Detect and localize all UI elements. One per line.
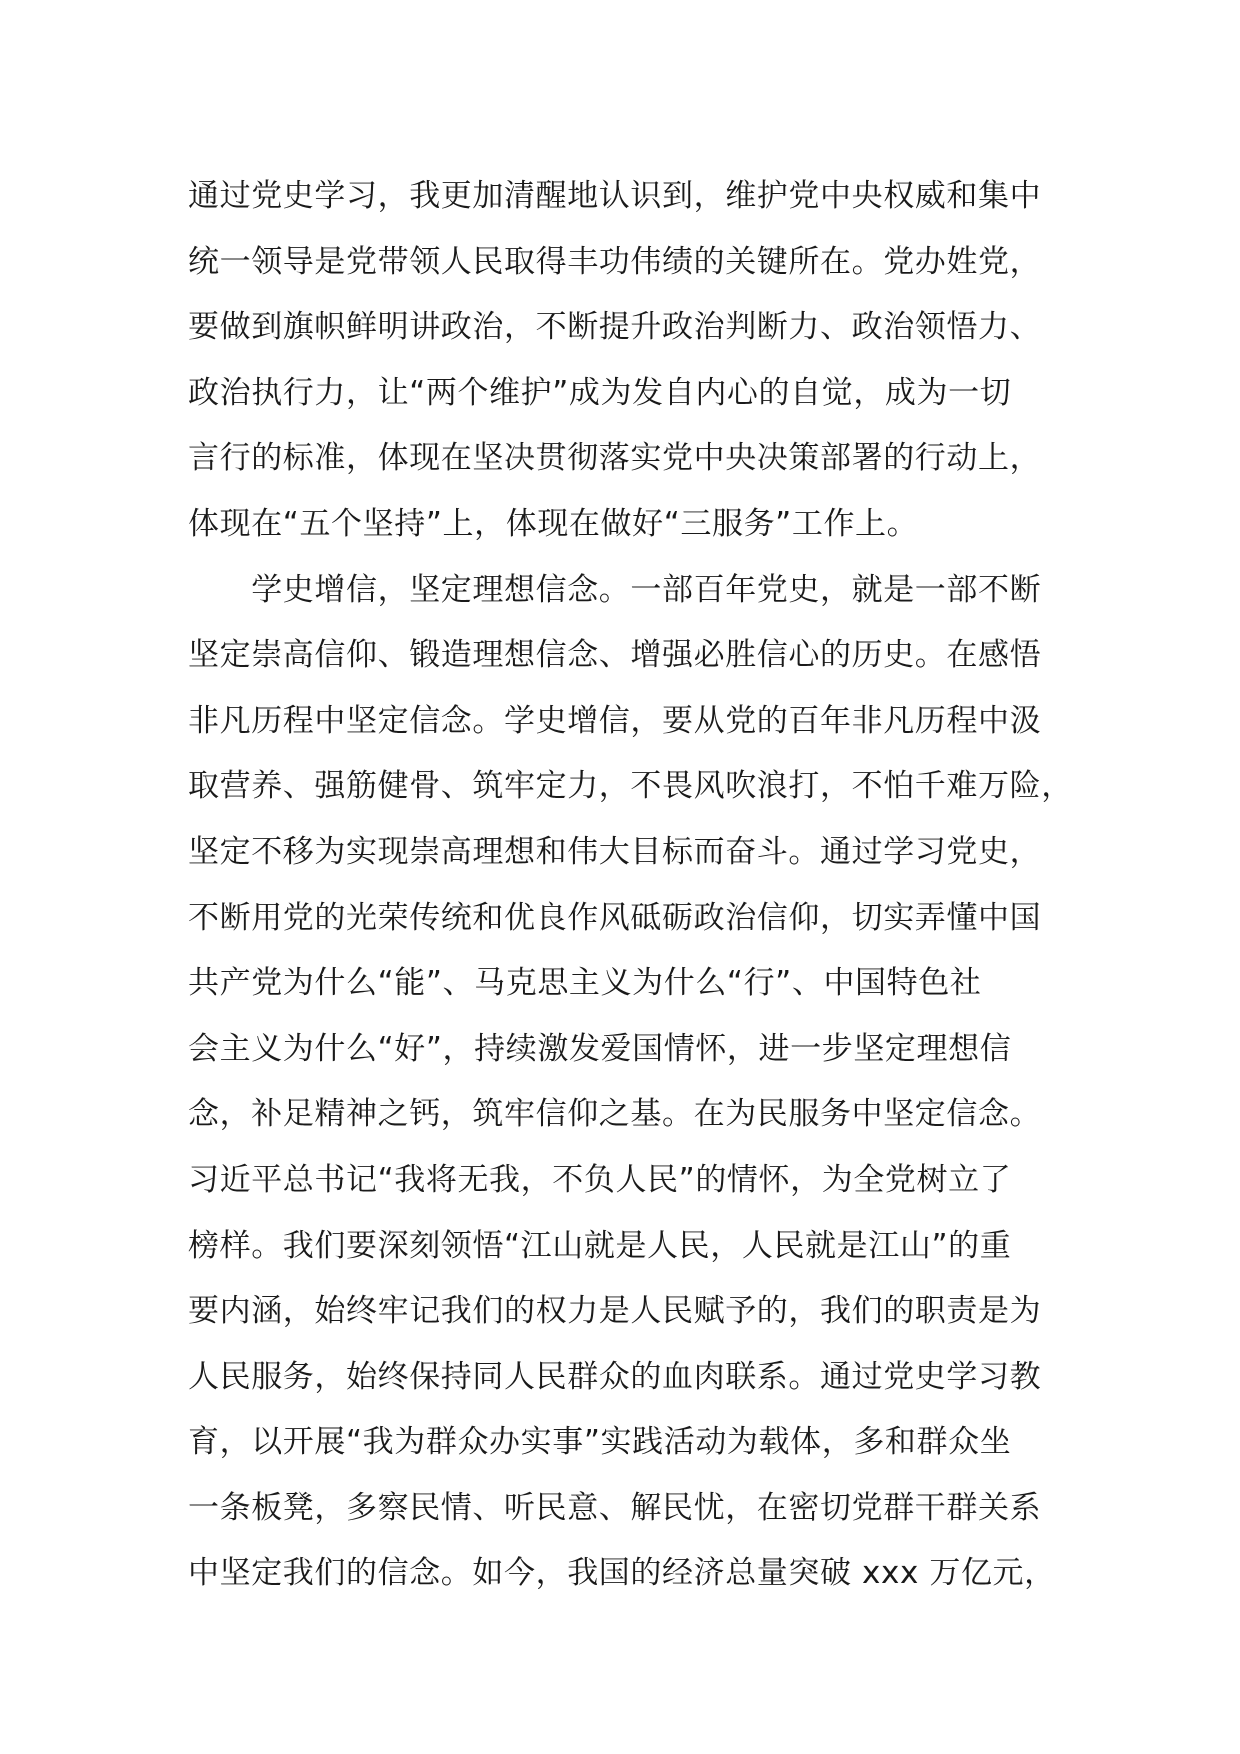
text-line: 取营养、强筋健骨、筑牢定力，不畏风吹浪打，不怕千难万险，	[188, 768, 1073, 805]
text-line: 体现在“五个坚持”上，体现在做好“三服务”工作上。	[188, 505, 919, 542]
text-line: 政治执行力，让“两个维护”成为发自内心的自觉，成为一切	[188, 374, 1012, 411]
text-line: 要做到旗帜鲜明讲政治，不断提升政治判断力、政治领悟力、	[188, 309, 1042, 346]
text-line: 统一领导是党带领人民取得丰功伟绩的关键所在。党办姓党，	[188, 243, 1042, 280]
text-line: 习近平总书记“我将无我，不负人民”的情怀，为全党树立了	[188, 1161, 1012, 1198]
text-line: 会主义为什么“好”，持续激发爱国情怀，进一步坚定理想信	[188, 1030, 1012, 1067]
text-line: 榜样。我们要深刻领悟“江山就是人民，人民就是江山”的重	[188, 1227, 1012, 1264]
text-line: 不断用党的光荣传统和优良作风砥砺政治信仰，切实弄懂中国	[188, 899, 1042, 936]
text-line: 坚定崇高信仰、锻造理想信念、增强必胜信心的历史。在感悟	[188, 637, 1042, 674]
text-line: 言行的标准，体现在坚决贯彻落实党中央决策部署的行动上，	[188, 440, 1042, 477]
text-line: 坚定不移为实现崇高理想和伟大目标而奋斗。通过学习党史，	[188, 833, 1042, 870]
body-text	[188, 164, 1088, 1607]
text-line: 通过党史学习，我更加清醒地认识到，维护党中央权威和集中	[188, 178, 1042, 214]
text-line: 一条板凳，多察民情、听民意、解民忧，在密切党群干群关系	[188, 1489, 1042, 1526]
text-line: 要内涵，始终牢记我们的权力是人民赋予的，我们的职责是为	[188, 1293, 1042, 1330]
text-line: 共产党为什么“能”、马克思主义为什么“行”、中国特色社	[188, 965, 982, 1002]
paragraph-start-line: 学史增信，坚定理想信念。一部百年党史，就是一部不断	[188, 571, 1042, 608]
text-line: 中坚定我们的信念。如今，我国的经济总量突破 xxx 万亿元，	[188, 1555, 1056, 1592]
text-line: 念，补足精神之钙，筑牢信仰之基。在为民服务中坚定信念。	[188, 1096, 1042, 1133]
text-line: 非凡历程中坚定信念。学史增信，要从党的百年非凡历程中汲	[188, 702, 1042, 739]
text-line: 育，以开展“我为群众办实事”实践活动为载体，多和群众坐	[188, 1424, 1012, 1461]
text-line: 人民服务，始终保持同人民群众的血肉联系。通过党史学习教	[188, 1358, 1042, 1395]
